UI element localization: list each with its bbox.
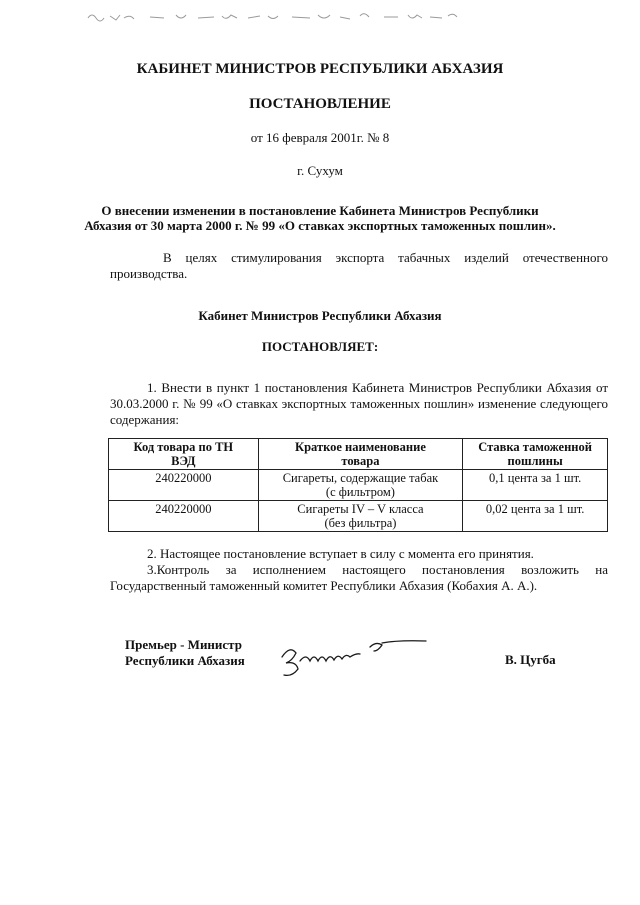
clause-3-line-2: Государственный таможенный комитет Республики Абхазия (Кобахия А. А.). — [110, 578, 538, 593]
clause-1-line-1: 1. Внести в пункт 1 постановления Кабинета Министров Республики Абхазия от — [147, 380, 608, 395]
header-commodity-code: Код товара по ТН ВЭД — [109, 439, 259, 470]
organization-title: КАБИНЕТ МИНИСТРОВ РЕСПУБЛИКИ АБХАЗИЯ — [136, 61, 504, 77]
cell-name: Сигареты IV – V класса (без фильтра) — [258, 501, 463, 532]
cell-code: 240220000 — [109, 501, 259, 532]
enacting-verb: ПОСТАНОВЛЯЕТ: — [261, 339, 379, 354]
cell-rate: 0,1 цента за 1 шт. — [463, 470, 608, 501]
cell-name: Сигареты, содержащие табак (с фильтром) — [258, 470, 463, 501]
document-type: ПОСТАНОВЛЕНИЕ — [249, 96, 391, 112]
preamble-line-1: В целях стимулирования экспорта табачных изделий отечественного — [163, 250, 608, 265]
table-row — [109, 501, 608, 532]
preamble-line-2: производства. — [110, 266, 188, 281]
scan-noise-header — [0, 0, 640, 40]
table-row — [109, 470, 608, 501]
cell-rate: 0,02 цента за 1 шт. — [463, 501, 608, 532]
enacting-body: Кабинет Министров Республики Абхазия — [198, 308, 442, 323]
clause-3-line-1: 3.Контроль за исполнением настоящего постановления возложить на — [147, 562, 608, 577]
document-date-number: от 16 февраля 2001г. № 8 — [250, 130, 390, 145]
clause-2-line-1: 2. Настоящее постановление вступает в силу с момента его принятия. — [147, 546, 534, 561]
header-duty-rate: Ставка таможенной пошлины — [463, 439, 608, 470]
clause-1-line-3: содержания: — [110, 412, 180, 427]
signatory-name: В. Цугба — [505, 652, 556, 667]
signatory-title: Премьер - Министр Республики Абхазия — [125, 637, 245, 668]
subject-line-2: Абхазия от 30 марта 2000 г. № 99 «О ставках экспортных таможенных пошлин». — [84, 218, 556, 233]
document-city: г. Сухум — [297, 163, 343, 178]
header-product-name: Краткое наименование товара — [258, 439, 463, 470]
document-subject — [0, 203, 640, 233]
cell-code: 240220000 — [109, 470, 259, 501]
clause-1-line-2: 30.03.2000 г. № 99 «О ставках экспортных таможенных пошлин» изменение следующего — [110, 396, 608, 411]
subject-line-1: О внесении изменении в постановление Кабинета Министров Республики — [101, 203, 539, 218]
tariff-table — [108, 438, 608, 532]
table-header-row — [109, 439, 608, 470]
handwritten-signature — [270, 625, 440, 680]
